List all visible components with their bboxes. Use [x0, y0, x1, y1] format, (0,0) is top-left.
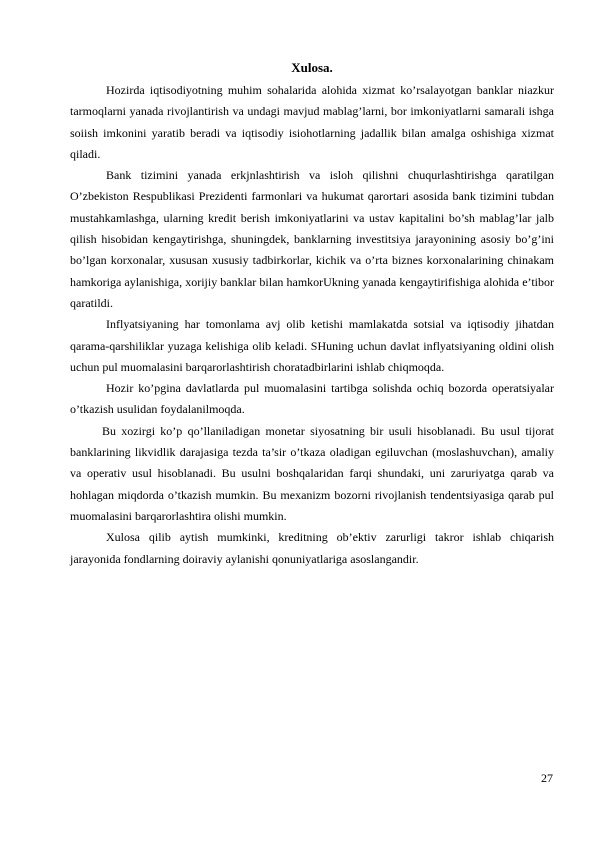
document-page	[70, 58, 554, 570]
paragraph-1: Hozirda iqtisodiyotning muhim sohalarida alohida xizmat ko’rsalayotgan banklar niazkur tarmoqlarni yanada rivojlantirish va undagi mavjud mablag’larni, bor imkoniyatlarni samarali ishga soiish imkonini yaratib beradi va iqtisodiy isiohotlarning jadallik bilan amalga oshishiga xizmat qiladi.	[70, 83, 554, 161]
page-number: 27	[541, 771, 553, 785]
paragraph-5: Bu xozirgi ko’p qo’llaniladigan monetar siyosatning bir usuli hisoblanadi. Bu usul tijorat banklarining likvidlik darajasiga tezda ta’sir o’tkaza oladigan egiluvchan (moslashuvchan), amaliy va operativ usul hisoblanadi. Bu usulni boshqalaridan farqi shundaki, uni zaruriyatga qarab va hohlagan miqdorda o’tkazish mumkin. Bu mexanizm bozorni rivojlanish tendentsiyasiga qarab pul muomalasini barqarorlashtira olishi mumkin.	[70, 423, 554, 523]
paragraph-6: Xulosa qilib aytish mumkinki, kreditning ob’ektiv zarurligi takror ishlab chiqarish jarayonida fondlarning doiraviy aylanishi qonuniyatlariga asoslangandir.	[70, 530, 554, 566]
paragraph-4: Hozir ko’pgina davlatlarda pul muomalasini tartibga solishda ochiq bozorda operatsiyalar o’tkazish usulidan foydalanilmoqda.	[70, 381, 554, 417]
paragraph-3: Inflyatsiyaning har tomonlama avj olib ketishi mamlakatda sotsial va iqtisodiy jihatdan qarama-qarshiliklar yuzaga kelishiga olib keladi. SHuning uchun davlat inflyatsiyaning oldini olish uchun pul muomalasini barqarorlashtirish choratadbirlarini ishlab chiqmoqda.	[70, 317, 554, 374]
document-title: Xulosa.	[291, 60, 333, 75]
paragraph-2: Bank tizimini yanada erkjnlashtirish va isloh qilishni chuqurlashtirishga qaratilgan O’zbekiston Respublikasi Prezidenti farmonlari va hukumat qarortari asosida bank tizimini tubdan mustahkamlashga, ularning kredit berish imkoniyatlarini va ustav kapitalini bo’sh mablag’lar jalb qilish hisobidan kengaytirishga, shuningdek, banklarning investitsiya jarayonining asosiy bo’g’ini bo’lgan korxonalar, xususan xususiy tadbirkorlar, kichik va o’rta biznes korxonalarining chinakam hamkoriga aylanishiga, xorijiy banklar bilan hamkorUkning yanada kengaytirifishiga alohida e’tibor qaratildi.	[70, 168, 554, 310]
